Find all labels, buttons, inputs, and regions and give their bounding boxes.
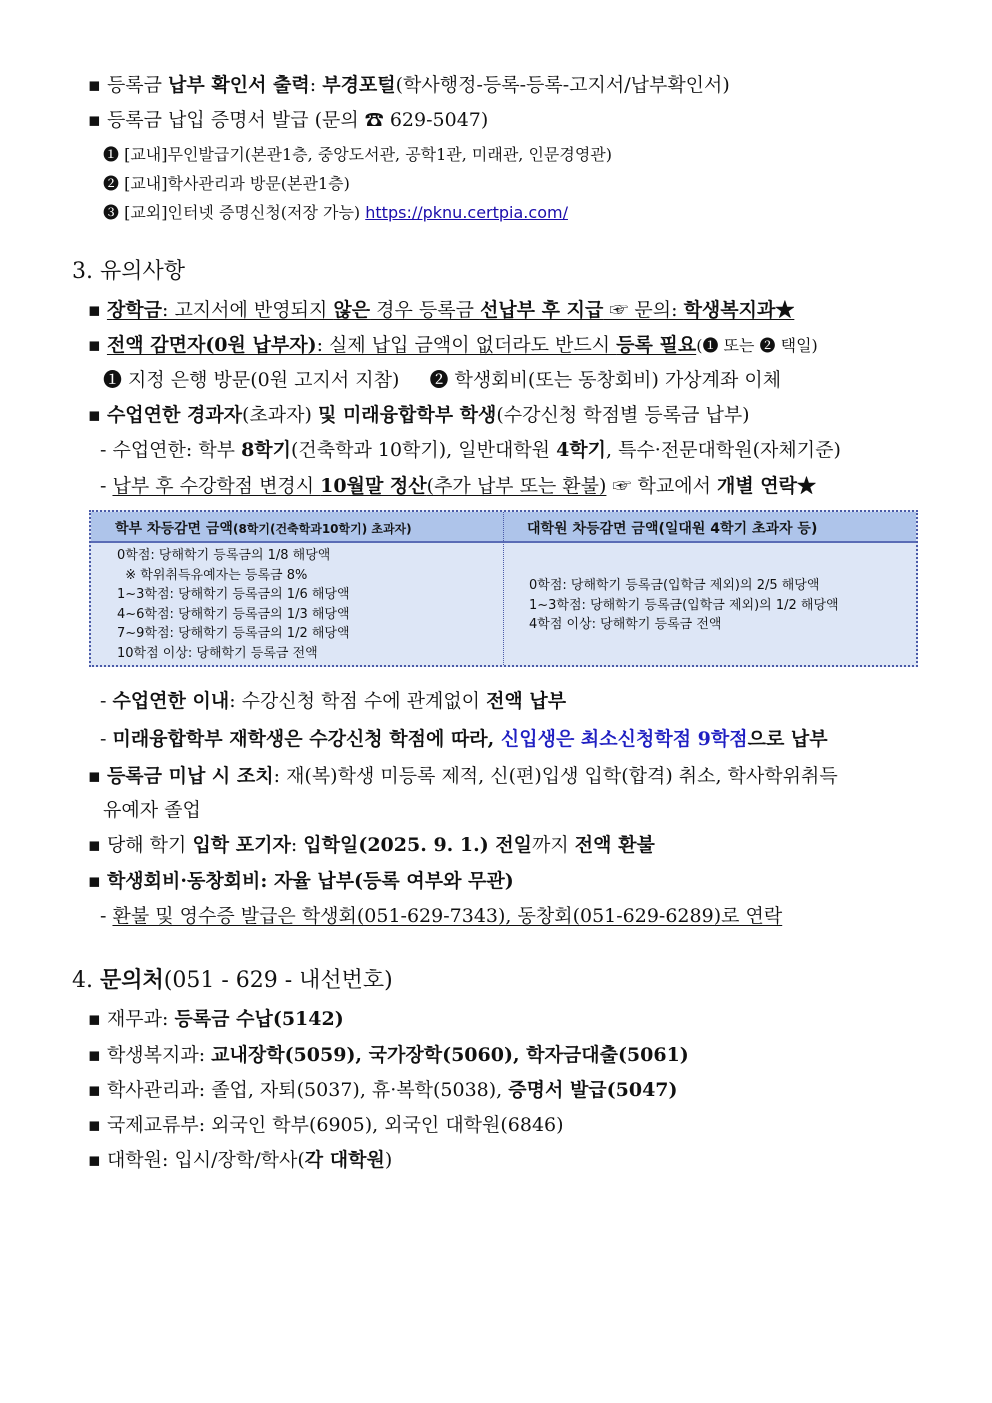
text-bold: 으로 납부 <box>747 728 828 750</box>
bullet: ▪ <box>88 334 101 356</box>
text: (추가 납부 또는 환불) <box>426 475 607 497</box>
table-row: 7~9학점: 당해학기 등록금의 1/2 해당액 <box>117 626 350 641</box>
bullet: ▪ <box>88 765 101 787</box>
text-bold: 8학기 <box>241 439 292 461</box>
text: 납부 후 수강학점 변경시 <box>112 475 321 497</box>
text: : 수강신청 학점 수에 관계없이 <box>229 690 487 712</box>
text: ❷ 학생회비(또는 동창회비) 가상계좌 이체 <box>429 369 782 391</box>
text-bold: 수업연한 이내 <box>112 690 230 712</box>
text: 국제교류부: 외국인 학부(6905), 외국인 대학원(6846) <box>106 1114 564 1136</box>
table-row: 1~3학점: 당해학기 등록금의 1/6 해당액 <box>117 587 350 602</box>
dash: - <box>100 475 107 497</box>
text: 까지 <box>532 834 575 856</box>
bullet: ▪ <box>88 109 101 131</box>
text: 학생복지과: <box>106 1044 212 1066</box>
text-bold: 입학일(2025. 9. 1.) 전일 <box>303 834 533 856</box>
text-bold: 않은 <box>333 299 371 321</box>
settlement-line <box>100 471 816 498</box>
text-bold: 각 대학원 <box>304 1149 385 1171</box>
scholarship-line <box>88 295 794 322</box>
bullet: ▪ <box>88 1044 101 1066</box>
text-bold: 등록 필요 <box>616 334 697 356</box>
text: 대학원: 입시/장학/학사( <box>106 1149 305 1171</box>
text-bold: 선납부 후 지급 <box>479 299 604 321</box>
text: (학사행정-등록-등록-고지서/납부확인서) <box>395 74 730 96</box>
text-bold: 등록금 미납 시 조치 <box>106 765 274 787</box>
text: (수강신청 학점별 등록금 납부) <box>496 404 750 426</box>
text: 환불 및 영수증 발급은 학생회(051-629-7343), 동창회(051-629-6289)로 연락 <box>112 905 783 927</box>
text: 4. <box>72 968 100 993</box>
text: (건축학과 10학기), 일반대학원 <box>291 439 557 461</box>
full-exemption-line <box>88 330 818 357</box>
contact-international <box>88 1110 564 1137</box>
text: (❶ 또는 ❷ 택일) <box>696 336 818 355</box>
reduction-table <box>89 510 918 667</box>
text-bold: 수업연한 경과자 <box>106 404 243 426</box>
bullet: ▪ <box>88 74 101 96</box>
circled-number-2: ❷ <box>103 174 120 193</box>
table-row: ※ 학위취득유예자는 등록금 8% <box>117 567 308 583</box>
text-bold: 납부 확인서 출력 <box>168 74 310 96</box>
receipt-print-line <box>88 70 730 97</box>
text-bold: 10월말 정산 <box>320 475 427 497</box>
text: 경우 등록금 <box>370 299 480 321</box>
table-divider <box>503 512 504 665</box>
text-bold: 증명서 발급(5047) <box>508 1079 678 1101</box>
refund-contact-line <box>100 901 782 928</box>
term-limit-line <box>100 435 841 462</box>
within-term-line <box>100 686 566 713</box>
text-bold: 입학 포기자 <box>192 834 291 856</box>
text: : 실제 납입 금액이 없더라도 반드시 <box>316 334 617 356</box>
text: [교내]학사관리과 방문(본관1층) <box>124 174 350 193</box>
text-bold: 문의처 <box>99 967 164 993</box>
text-bold: 장학금 <box>106 299 162 321</box>
certificate-line <box>88 105 488 132</box>
dash: - <box>100 690 107 712</box>
option-1 <box>103 142 612 165</box>
full-exemption-options <box>103 365 781 392</box>
header-text-small: (8학기(건축학과10학기) 초과자) <box>232 522 412 536</box>
text: ☞ 학교에서 <box>606 475 717 497</box>
text-bold: 전액 환불 <box>574 834 655 856</box>
circled-number-1: ❶ <box>103 145 120 164</box>
circled-number-3: ❸ <box>103 203 120 222</box>
text: 학사관리과: 졸업, 자퇴(5037), 휴·복학(5038), <box>106 1079 509 1101</box>
text: 재무과: <box>106 1008 175 1030</box>
text-bold: 등록금 수납(5142) <box>174 1008 344 1030</box>
bullet: ▪ <box>88 870 101 892</box>
text: : 재(복)학생 미등록 제적, 신(편)입생 입학(합격) 취소, 학사학위취득 <box>273 765 838 787</box>
text: [교내]무인발급기(본관1층, 중앙도서관, 공학1관, 미래관, 인문경영관) <box>124 145 612 164</box>
text: 당해 학기 <box>106 834 193 856</box>
table-row: 10학점 이상: 당해학기 등록금 전액 <box>117 645 318 661</box>
text: 수업연한: 학부 <box>112 439 242 461</box>
bullet: ▪ <box>88 1008 101 1030</box>
bullet: ▪ <box>88 1079 101 1101</box>
text: [교외]인터넷 증명신청(저장 가능) <box>124 203 366 222</box>
bullet: ▪ <box>88 1149 101 1171</box>
table-row: 0학점: 당해학기 등록금(입학금 제외)의 2/5 해당액 <box>529 578 820 593</box>
unpaid-measures-cont: 유예자 졸업 <box>103 799 201 821</box>
table-row: 4학점 이상: 당해학기 등록금 전액 <box>529 617 722 632</box>
text: (초과자) <box>242 404 318 426</box>
text: : <box>290 834 304 856</box>
text-bold: 미래융합학부 재학생은 수강신청 학점에 따라, <box>112 728 501 750</box>
bullet: ▪ <box>88 1114 101 1136</box>
text-bold: 교내장학(5059), 국가장학(5060), 학자금대출(5061) <box>211 1044 689 1066</box>
section-4-title <box>72 963 393 994</box>
contact-academic <box>88 1075 678 1102</box>
text: (051 - 629 - 내선번호) <box>163 968 393 993</box>
text: : 고지서에 반영되지 <box>162 299 334 321</box>
text-bold: 부경포털 <box>322 74 396 96</box>
bullet: ▪ <box>88 834 101 856</box>
withdrawal-line <box>88 830 655 857</box>
text-bold: 4학기 <box>556 439 607 461</box>
header-graduate: 대학원 차등감면 금액(일대원 4학기 초과자 등) <box>527 521 818 537</box>
text: : <box>309 74 323 96</box>
text-bold: 학생회비·동창회비: 자율 납부(등록 여부와 무관) <box>106 870 514 892</box>
contact-finance <box>88 1004 344 1031</box>
unpaid-measures-line <box>88 761 838 788</box>
table-row: 1~3학점: 당해학기 등록금(입학금 제외)의 1/2 해당액 <box>529 597 839 613</box>
bullet: ▪ <box>88 299 101 321</box>
text-blue: 신입생은 최소신청학점 <box>500 728 698 750</box>
student-fee-line <box>88 866 514 893</box>
section-3-title: 3. 유의사항 <box>72 259 185 284</box>
text-blue: 9학점 <box>697 728 748 750</box>
header-text: 학부 차등감면 금액 <box>115 521 233 537</box>
exceeded-students-line <box>88 400 750 427</box>
future-convergence-line <box>100 724 828 751</box>
graduate-cell <box>529 576 839 635</box>
text: , 특수·전문대학원(자체기준) <box>606 439 841 461</box>
text: 등록금 납입 증명서 발급 (문의 ☎ 629-5047) <box>106 109 489 131</box>
table-row: 4~6학점: 당해학기 등록금의 1/3 해당액 <box>117 606 350 622</box>
text: ❶ 지정 은행 방문(0원 고지서 지참) <box>103 369 400 391</box>
dash: - <box>100 728 107 750</box>
text-bold: 개별 연락★ <box>716 475 817 497</box>
bullet: ▪ <box>88 404 101 426</box>
text-bold: 학생복지과★ <box>683 299 795 321</box>
dash: - <box>100 439 107 461</box>
text-bold: 전액 감면자(0원 납부자) <box>106 334 317 356</box>
option-2 <box>103 171 350 194</box>
text: 등록금 <box>106 74 169 96</box>
table-row: 0학점: 당해학기 등록금의 1/8 해당액 <box>117 548 331 563</box>
contact-welfare <box>88 1040 689 1067</box>
text: ☞ 문의: <box>603 299 684 321</box>
dash: - <box>100 905 107 927</box>
option-3 <box>103 200 568 223</box>
header-undergrad <box>115 518 412 538</box>
undergrad-cell <box>117 546 350 663</box>
text-bold: 전액 납부 <box>486 690 567 712</box>
text: ) <box>384 1149 393 1171</box>
certpia-link[interactable]: https://pknu.certpia.com/ <box>365 203 568 222</box>
text-bold: 및 미래융합학부 학생 <box>317 404 497 426</box>
contact-graduate <box>88 1145 392 1172</box>
